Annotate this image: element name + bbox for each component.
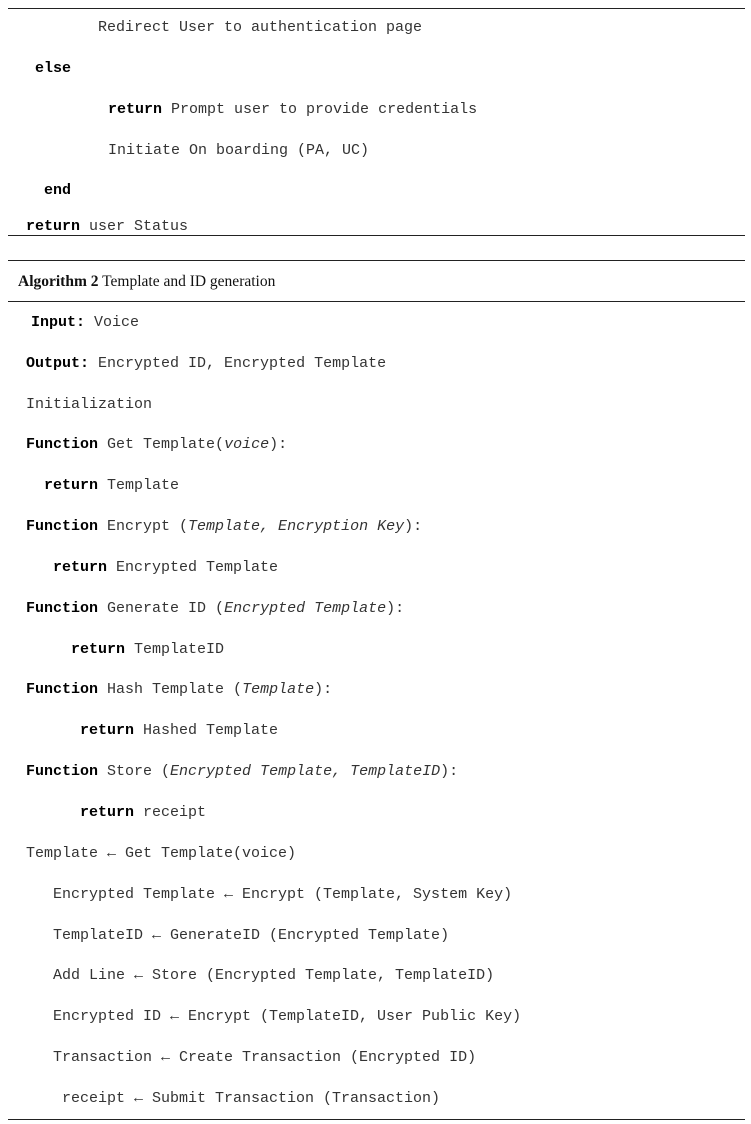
fn2-return-value: Encrypted Template	[116, 559, 279, 576]
algo1-status-text: user Status	[89, 218, 189, 235]
fn2-def-line	[26, 518, 422, 536]
fn1-close: ):	[269, 436, 288, 453]
function-keyword: Function	[26, 600, 99, 617]
fn3-close: ):	[386, 600, 405, 617]
algo2-top-rule	[8, 260, 745, 261]
fn4-def-line	[26, 681, 332, 699]
fn3-return-value: TemplateID	[134, 641, 225, 658]
input-keyword: Input:	[31, 314, 86, 331]
return-keyword: return	[80, 722, 135, 739]
stmt-line-4	[53, 967, 494, 985]
initialization-text: Initialization	[26, 396, 153, 413]
algo1-prompt-text: Prompt user to provide credentials	[171, 101, 478, 118]
fn2-args: Template, Encryption Key	[188, 518, 405, 535]
algo1-return-prompt-line	[108, 101, 477, 119]
fn4-close: ):	[314, 681, 333, 698]
fn1-name: Get Template(	[107, 436, 225, 453]
fn3-name: Generate ID (	[107, 600, 225, 617]
return-keyword: return	[80, 804, 135, 821]
algo2-input-line	[31, 314, 139, 332]
return-keyword: return	[53, 559, 108, 576]
end-keyword: end	[44, 182, 72, 199]
fn5-def-line	[26, 763, 458, 781]
algo2-title: Template and ID generation	[102, 273, 276, 290]
return-keyword: return	[108, 101, 163, 118]
stmt-2-text: Encrypted Template ← Encrypt (Template, System Key)	[53, 886, 513, 903]
fn5-return-value: receipt	[143, 804, 207, 821]
stmt-line-5	[53, 1008, 521, 1026]
algo1-return-status-line	[26, 218, 188, 236]
stmt-5-text: Encrypted ID ← Encrypt (TemplateID, User Public Key)	[53, 1008, 522, 1025]
algo2-init-line	[26, 396, 152, 414]
algo1-else-line	[35, 60, 71, 78]
algo2-caption	[18, 273, 275, 291]
fn5-return-line	[80, 804, 206, 822]
stmt-7-text: receipt ← Submit Transaction (Transaction)	[62, 1090, 441, 1107]
fn5-name: Store (	[107, 763, 171, 780]
fn2-name: Encrypt (	[107, 518, 189, 535]
else-keyword: else	[35, 60, 72, 77]
algo2-bottom-rule	[8, 1119, 745, 1120]
algo1-end-line	[44, 182, 71, 200]
fn4-return-line	[80, 722, 278, 740]
fn1-return-value: Template	[107, 477, 180, 494]
return-keyword: return	[26, 218, 81, 235]
top-rule	[8, 8, 745, 9]
fn3-args: Encrypted Template	[224, 600, 387, 617]
algo2-label: Algorithm 2	[18, 273, 99, 290]
algo1-onboarding-text: Initiate On boarding (PA, UC)	[108, 142, 370, 159]
output-keyword: Output:	[26, 355, 90, 372]
fn3-def-line	[26, 600, 404, 618]
stmt-6-text: Transaction ← Create Transaction (Encrypted ID)	[53, 1049, 477, 1066]
fn4-args: Template	[242, 681, 315, 698]
fn1-def-line	[26, 436, 287, 454]
function-keyword: Function	[26, 436, 99, 453]
stmt-1-text: Template ← Get Template(voice)	[26, 845, 297, 862]
stmt-line-3	[53, 927, 449, 945]
algo1-onboarding-line	[108, 142, 369, 160]
fn4-name: Hash Template (	[107, 681, 243, 698]
fn1-args: voice	[224, 436, 270, 453]
return-keyword: return	[71, 641, 126, 658]
function-keyword: Function	[26, 763, 99, 780]
algo2-output-line	[26, 355, 386, 373]
stmt-line-1	[26, 845, 296, 863]
stmt-4-text: Add Line ← Store (Encrypted Template, TemplateID)	[53, 967, 495, 984]
fn5-close: ):	[440, 763, 459, 780]
stmt-line-2	[53, 886, 512, 904]
function-keyword: Function	[26, 518, 99, 535]
algo1-redirect-line	[98, 19, 422, 37]
stmt-line-6	[53, 1049, 476, 1067]
fn5-args: Encrypted Template, TemplateID	[170, 763, 441, 780]
function-keyword: Function	[26, 681, 99, 698]
fn4-return-value: Hashed Template	[143, 722, 279, 739]
fn3-return-line	[71, 641, 224, 659]
fn2-close: ):	[404, 518, 423, 535]
stmt-line-7	[62, 1090, 440, 1108]
algo1-redirect-text: Redirect User to authentication page	[98, 19, 423, 36]
return-keyword: return	[44, 477, 99, 494]
output-value: Encrypted ID, Encrypted Template	[98, 355, 387, 372]
algo2-header-rule	[8, 301, 745, 302]
fn2-return-line	[53, 559, 278, 577]
fn1-return-line	[44, 477, 179, 495]
algo1-bottom-rule	[8, 235, 745, 236]
input-value: Voice	[94, 314, 140, 331]
stmt-3-text: TemplateID ← GenerateID (Encrypted Template)	[53, 927, 450, 944]
